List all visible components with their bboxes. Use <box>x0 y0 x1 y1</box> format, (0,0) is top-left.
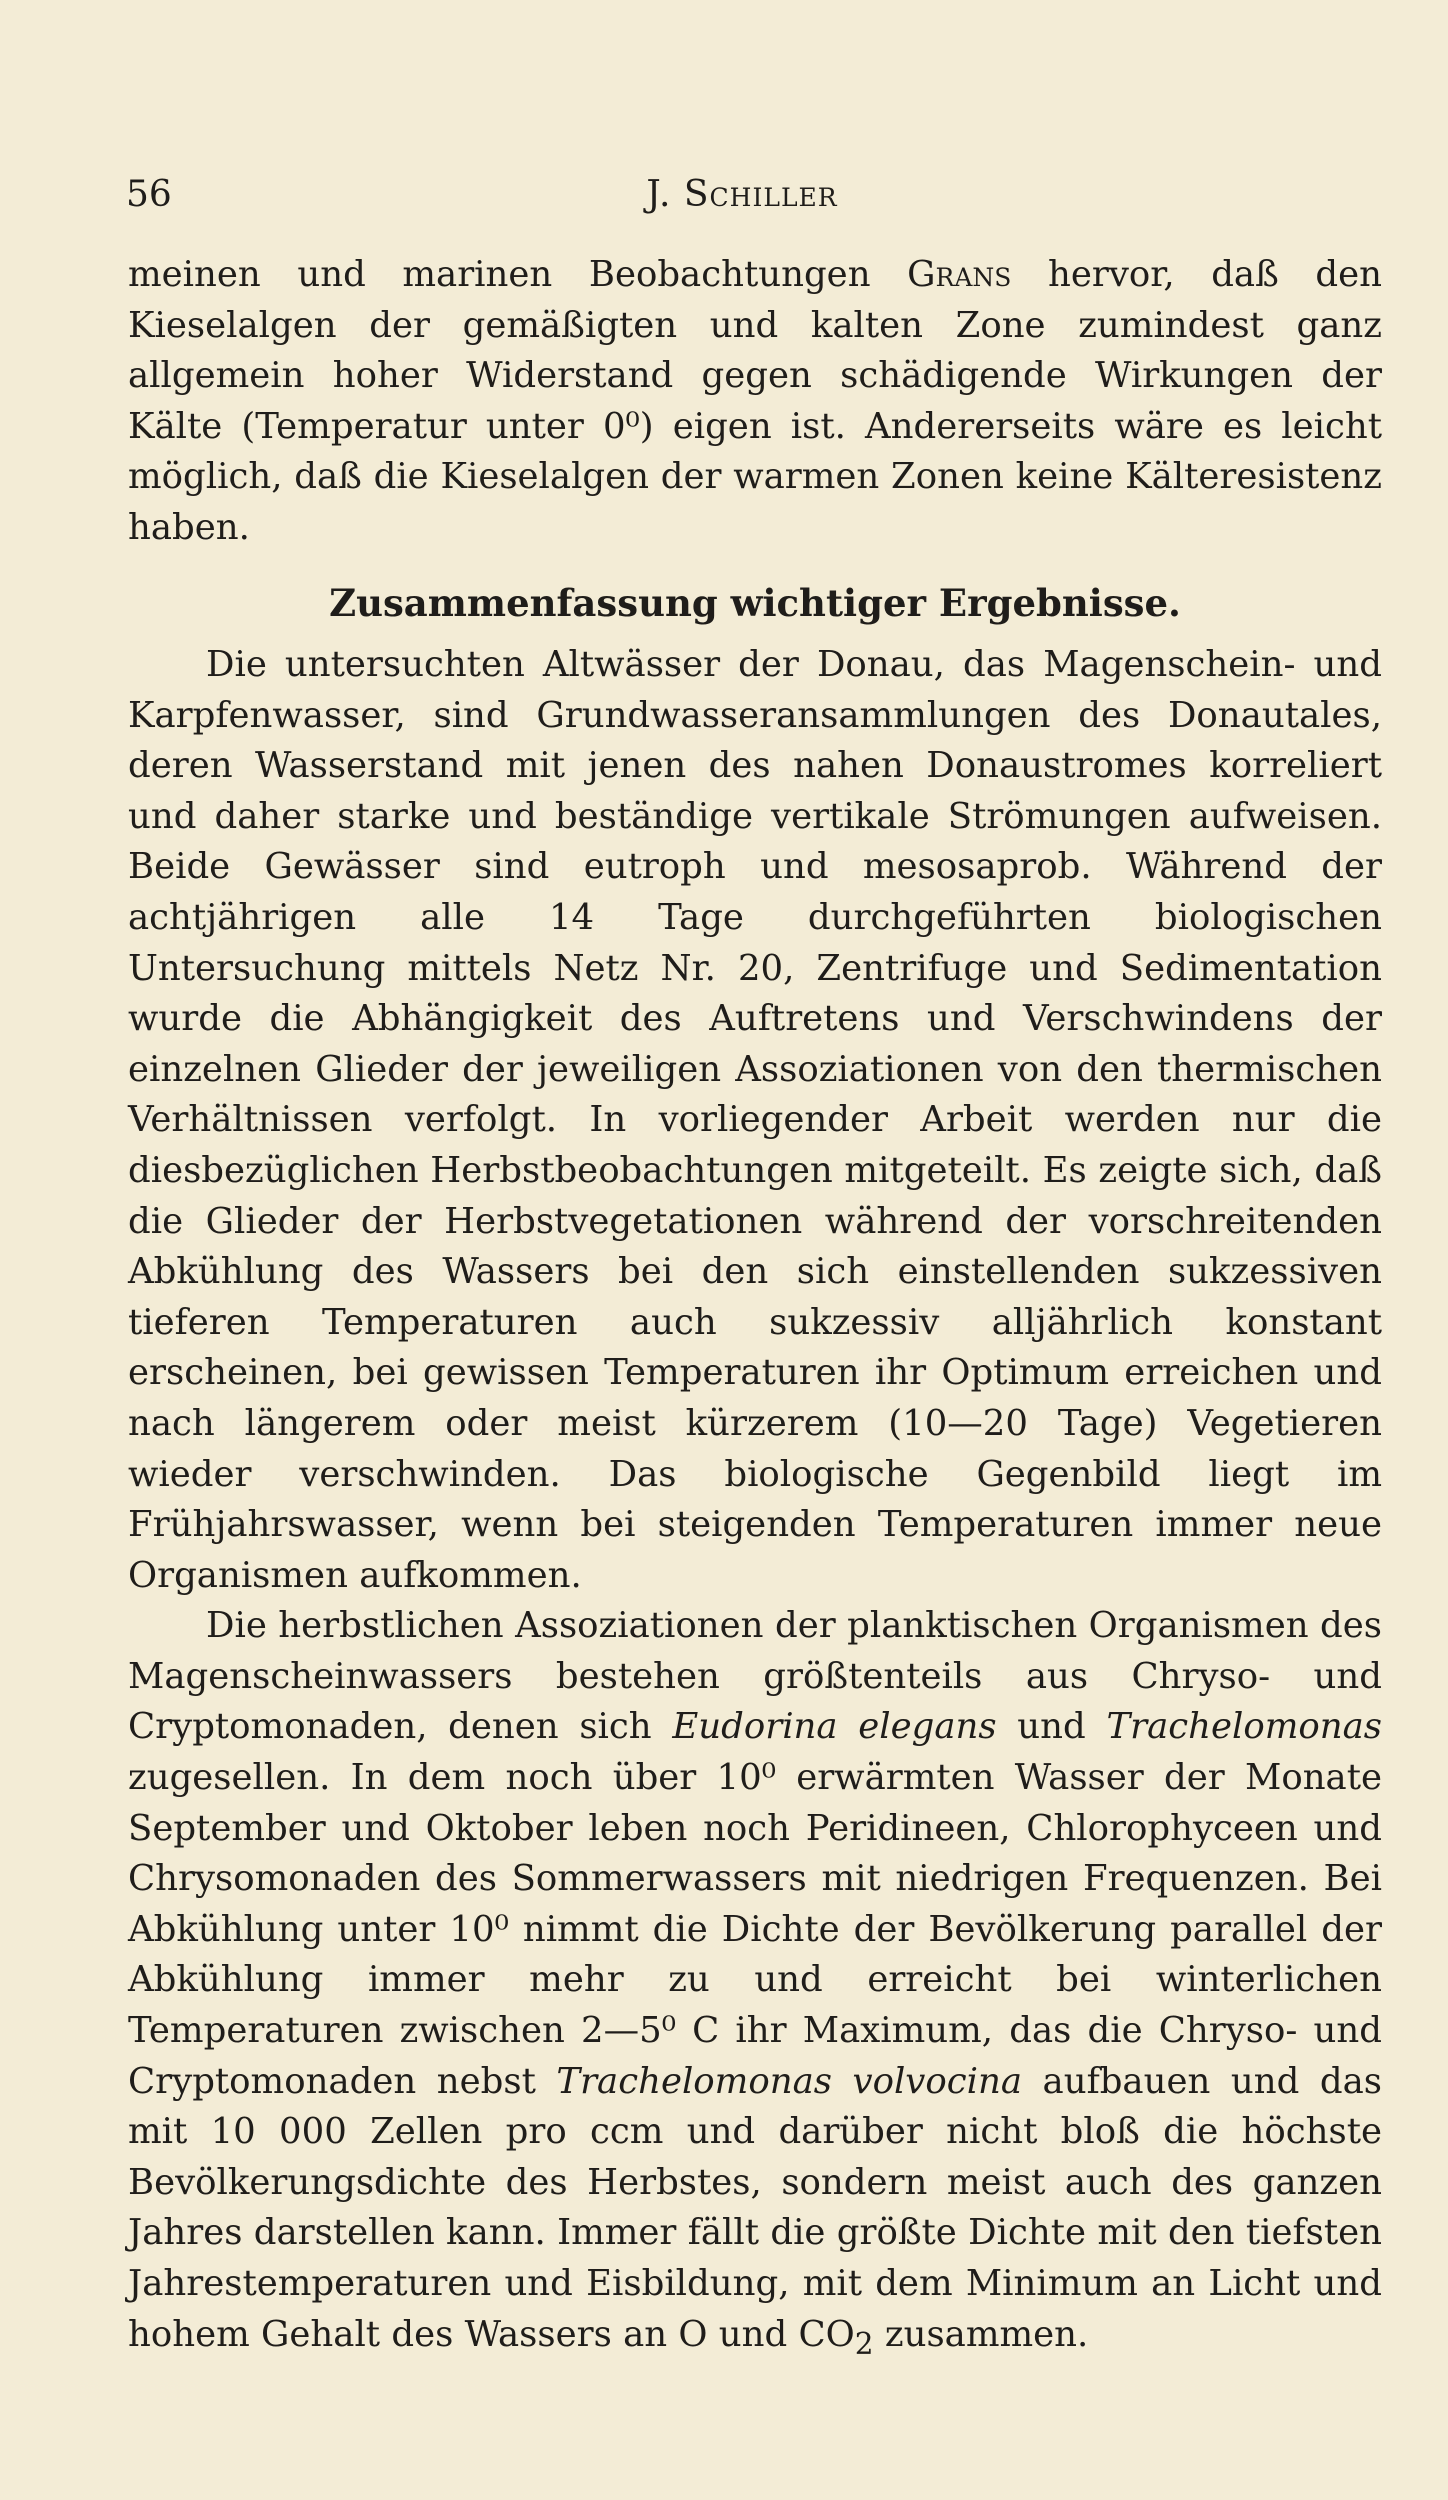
page-header <box>126 170 1358 220</box>
summary-paragraph-1: Die untersuchten Altwässer der Donau, das Magenschein- und Karpfenwasser, sind Grundwasseransammlungen des Donautales, deren Wasserstand mit jenen des nahen Donaustromes korreliert und daher starke und beständige vertikale Strömungen aufweisen. Beide Gewässer sind eutroph und mesosaprob. Während der achtjährigen alle 14 Tage durchgeführten biologischen Untersuchung mittels Netz Nr. 20, Zentrifuge und Sedimentation wurde die Abhängigkeit des Auftretens und Verschwindens der einzelnen Glieder der jeweiligen Assoziationen von den thermischen Verhältnissen verfolgt. In vorliegender Arbeit werden nur die diesbezüglichen Herbstbeobachtungen mitgeteilt. Es zeigte sich, daß die Glieder der Herbstvegetationen während der vorschreitenden Abkühlung des Wassers bei den sich einstellenden sukzessiven tieferen Temperaturen auch sukzessiv alljährlich konstant erscheinen, bei gewissen Temperaturen ihr Optimum erreichen und nach längerem oder meist kürzerem (10—20 Tage) Vegetieren wieder verschwinden. Das biologische Gegenbild liegt im Frühjahrswasser, wenn bei steigenden Temperaturen immer neue Organismen aufkommen. <box>128 644 1382 1596</box>
running-head: J. Schiller <box>646 174 838 215</box>
author-name: Grans <box>907 254 1012 295</box>
subscript: 2 <box>854 2326 874 2361</box>
intro-paragraph: meinen und marinen Beobachtungen Grans hervor, daß den Kieselalgen der gemäßigten und kalten Zone zumindest ganz allgemein hoher Widerstand gegen schädigende Wirkungen der Kälte (Temperatur unter 0⁰) eigen ist. Andererseits wäre es leicht möglich, daß die Kieselalgen der warmen Zonen keine Kälteresistenz haben. <box>128 254 1382 548</box>
genus-name: Trachelomonas <box>1106 1706 1383 1748</box>
species-name: Trachelomonas volvocina <box>556 2060 1022 2102</box>
section-heading: Zusammenfassung wichtiger Ergebnisse. <box>329 581 1181 625</box>
summary-paragraph-2: Die herbstlichen Assoziationen der planktischen Organismen des Magenscheinwassers bestehen größtenteils aus Chryso- und Cryptomonaden, denen sich Eudorina elegans und Trachelomonas zugesellen. In dem noch über 10⁰ erwärmten Wasser der Monate September und Oktober leben noch Peridineen, Chlorophyceen und Chrysomonaden des Sommerwassers mit niedrigen Frequenzen. Bei Abkühlung unter 10⁰ nimmt die Dichte der Bevölkerung parallel der Abkühlung immer mehr zu und erreicht bei winterlichen Temperaturen zwischen 2—5⁰ C ihr Maximum, das die Chryso- und Cryptomonaden nebst Trachelomonas volvocina aufbauen und das mit 10 000 Zellen pro ccm und darüber nicht bloß die höchste Bevölkerungsdichte des Herbstes, sondern meist auch des ganzen Jahres darstellen kann. Immer fällt die größte Dichte mit den tiefsten Jahrestemperaturen und Eisbildung, mit dem Minimum an Licht und hohem Gehalt des Wassers an O und $CO_2$ zusammen. <box>128 1605 1383 2361</box>
page-number: 56 <box>126 174 172 215</box>
species-name: Eudorina elegans <box>672 1706 997 1748</box>
summary-block <box>128 640 1382 2369</box>
intro-block <box>128 250 1382 554</box>
